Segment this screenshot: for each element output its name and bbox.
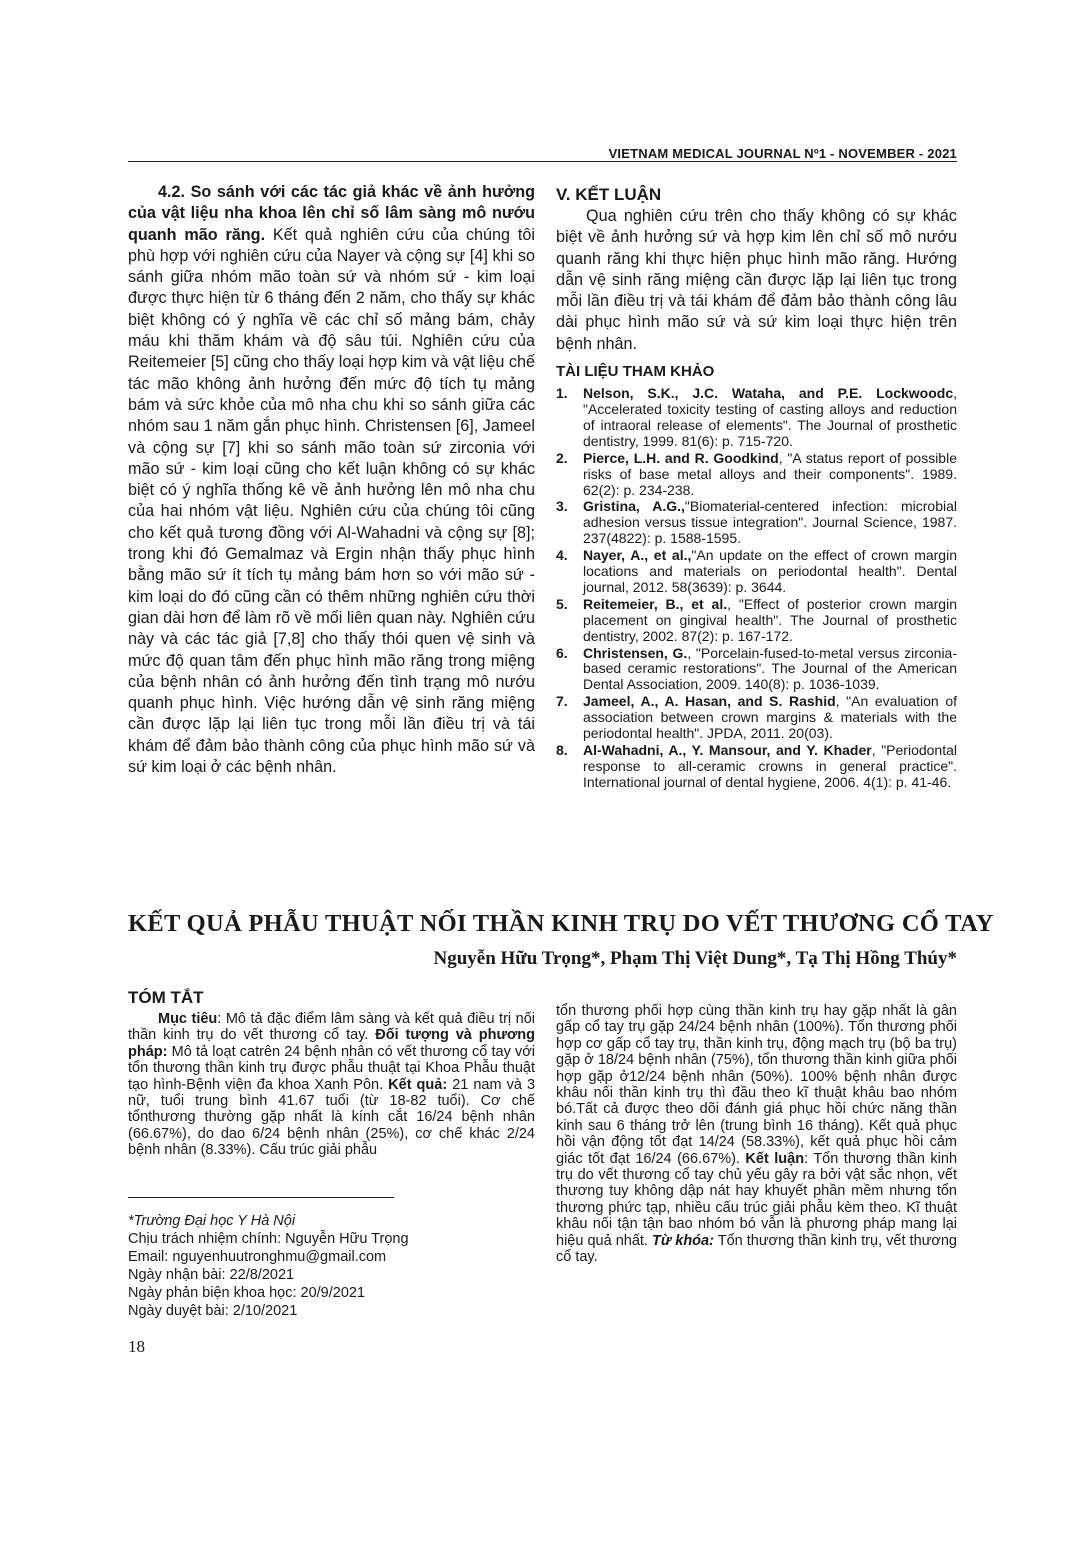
header-rule bbox=[128, 161, 957, 162]
references-heading: TÀI LIỆU THAM KHẢO bbox=[556, 363, 715, 381]
footnote-rule bbox=[128, 1197, 394, 1198]
reference-item: 1. Nelson, S.K., J.C. Wataha, and P.E. Lockwoodc, "Accelerated toxicity testing of casting alloys and reduction of intraoral release of elements". The Journal of prosthetic dentistry, 1999. 81(6): p. 715-720. bbox=[556, 385, 957, 449]
reference-item: 4. Nayer, A., et al.,"An update on the effect of crown margin locations and materials on periodontal health". Dental journal, 2012. 58(3639): p. 3644. bbox=[556, 547, 957, 595]
reference-list bbox=[556, 386, 957, 791]
footnote-affiliation: *Trường Đại học Y Hà Nội bbox=[128, 1213, 296, 1229]
reference-item: 6. Christensen, G., "Porcelain-fused-to-metal versus zirconia-based ceramic restorations". The Journal of the American Dental Association, 2009. 140(8): p. 1036-1039. bbox=[556, 644, 957, 693]
footnote-accepted: Ngày duyệt bài: 2/10/2021 bbox=[128, 1303, 298, 1319]
page-number: 18 bbox=[128, 1337, 145, 1356]
reference-item: 7. Jameel, A., A. Hasan, and S. Rashid, "An evaluation of association between crown margins & materials with the periodontal health". JPDA, 2011. 20(03). bbox=[556, 693, 958, 742]
journal-header: VIETNAM MEDICAL JOURNAL Nº1 - NOVEMBER - 2021 bbox=[608, 146, 957, 161]
footnote-received: Ngày nhận bài: 22/8/2021 bbox=[128, 1267, 295, 1283]
abstract-text-continued: tổn thương phối hợp cùng thần kinh trụ hay gặp nhất là gân gấp cổ tay trụ gặp 24/24 bệnh nhân (100%). Tổn thương phối hợp cơ gấp cổ tay trụ, thần kinh trụ, động mạch trụ (bộ ba trụ) gặp ở 18/24 bệnh nhân (75%), tổn thương thần kinh giữa phối hợp gặp ở12/24 bệnh nhân (50%). 100% bệnh nhân được khâu nối thần kinh trụ thì đầu theo kĩ thuật khâu bao nhóm bó.Tất cả được theo dõi đánh giá phục hồi chức năng thần kinh sau 6 tháng trở lên (trung bình 16 tháng). Kết quả phục hồi vận động tốt đạt 14/24 (58.33%), kết quả phục hồi cảm giác tốt đạt 16/24 (66.67%). Kết luận: Tổn thương thần kinh trụ do vết thương cổ tay chủ yếu gây ra bởi vật sắc nhọn, vết thương tuy không dập nát hay khuyết phần mềm nhưng tổn thương phức tạp, nhiều cấu trúc giải phẫu kèm theo. Kĩ thuật khâu nối tận tận bao nhóm bó vẫn là phương pháp mang lại hiệu quả nhất. Từ khóa: Tổn thương thần kinh trụ, vết thương cổ tay. bbox=[556, 1003, 958, 1266]
article-authors: Nguyễn Hữu Trọng*, Phạm Thị Việt Dung*, Tạ Thị Hồng Thúy* bbox=[433, 948, 957, 969]
discussion-paragraph bbox=[128, 182, 535, 778]
label-methods: Đối tượng và phương pháp: bbox=[128, 1027, 535, 1060]
footnote-responsible: Chịu trách nhiệm chính: Nguyễn Hữu Trọng bbox=[128, 1231, 409, 1247]
footnotes bbox=[128, 1212, 535, 1320]
conclusion-heading: V. KẾT LUẬN bbox=[556, 185, 662, 204]
reference-item: 3. Gristina, A.G.,"Biomaterial-centered infection: microbial adhesion versus tissue integration". Journal Science, 1987. 237(4822): p. 1588-1595. bbox=[556, 498, 957, 547]
reference-item: 8. Al-Wahadni, A., Y. Mansour, and Y. Khader, "Periodontal response to all-ceramic crowns in general practice". International journal of dental hygiene, 2006. 4(1): p. 41-46. bbox=[556, 742, 957, 790]
label-conclusion: Kết luận bbox=[745, 1150, 805, 1167]
reference-item: 5. Reitemeier, B., et al., "Effect of posterior crown margin placement on gingival health". The Journal of prosthetic dentistry, 2002. 87(2): p. 167-172. bbox=[556, 595, 957, 644]
label-objective: Mục tiêu bbox=[158, 1011, 218, 1027]
article-title: KẾT QUẢ PHẪU THUẬT NỐI THẦN KINH TRỤ DO VẾT THƯƠNG CỔ TAY bbox=[128, 910, 994, 937]
discussion-text: Kết quả nghiên cứu của chúng tôi phù hợp với nghiên cứu của Nayer và cộng sự [4] khi so sánh giữa nhóm mão toàn sứ và nhóm sứ - kim loại được thực hiện từ 6 tháng đến 2 năm, cho thấy sự khác biệt không có ý nghĩa về các chỉ số mảng bám, chảy máu khi thăm khám và độ sâu túi. Nghiên cứu của Reitemeier [5] cũng cho thấy loại hợp kim và vật liệu chế tác mão không ảnh hưởng đến mức độ tích tụ mảng bám và sức khỏe của mô nha chu khi so sánh giữa các nhóm sau 1 năm gắn phục hình. Christensen [6], Jameel và cộng sự [7] khi so sánh mão toàn sứ zirconia với mão sứ - kim loại cũng cho kết luận không có sự khác biệt có ý nghĩa thống kê về ảnh hưởng lên mô nha chu của hai nhóm vật liệu. Nghiên cứu của chúng tôi cũng cho kết quả tương đồng với Al-Wahadni và cộng sự [8]; trong khi đó Gemalmaz và Ergin nhận thấy phục hình bằng mão sứ ít tích tụ mảng bám hơn so với mão sứ - kim loại do đó cũng cần có thêm những nghiên cứu thời gian dài hơn để làm rõ về mối liên quan này. Nghiên cứu này và các tác giả [7,8] cho thấy thói quen vệ sinh và mức độ quan tâm đến phục hình mão răng trong miệng của bệnh nhân có ảnh hưởng đến tình trạng mô nướu quanh phục hình. Việc hướng dẫn vệ sinh răng miệng cần được lặp lại liên tục trong mỗi lần điều trị và tái khám để đảm bảo thành công của phục hình mão sứ và sứ kim loại ở các bệnh nhân. bbox=[128, 225, 535, 777]
abstract-right-column bbox=[556, 1003, 957, 1266]
abstract-left-column bbox=[128, 988, 535, 1159]
reference-item: 2. Pierce, L.H. and R. Goodkind, "A status report of possible risks of base metal alloys and their components". 1989. 62(2): p. 234-238. bbox=[556, 449, 957, 498]
footnote-email: Email: nguyenhuutronghmu@gmail.com bbox=[128, 1249, 387, 1265]
left-column bbox=[128, 182, 535, 778]
abstract-heading: TÓM TẮT bbox=[128, 988, 204, 1007]
right-column bbox=[556, 184, 957, 792]
label-results: Kết quả: bbox=[388, 1076, 448, 1093]
subsection-title: 4.2. So sánh với các tác giả khác về ảnh hưởng của vật liệu nha khoa lên chỉ số lâm sàng mô nướu quanh mão răng. bbox=[128, 183, 535, 244]
conclusion-text: Qua nghiên cứu trên cho thấy không có sự khác biệt về ảnh hưởng sứ và hợp kim lên chỉ số mô nướu quanh răng khi thực hiện phục hình mão răng. Hướng dẫn vệ sinh răng miệng cần được lặp lại liên tục trong mỗi lần điều trị và tái khám để đảm bảo thành công lâu dài phục hình mão sứ và sứ kim loại thực hiện trên bệnh nhân. bbox=[556, 207, 957, 353]
label-keywords: Từ khóa: bbox=[652, 1232, 714, 1249]
footnote-reviewed: Ngày phản biện khoa học: 20/9/2021 bbox=[128, 1285, 366, 1301]
abstract-text: Mục tiêu: Mô tả đặc điểm lâm sàng và kết quả điều trị nối thần kinh trụ do vết thương cổ tay. Đối tượng và phương pháp: Mô tả loạt catrên 24 bệnh nhân có vết thương cổ tay với tổn thương thần kinh trụ được phẫu thuật tại Khoa Phẫu thuật tạo hình-Bệnh viện đa khoa Xanh Pôn. Kết quả: 21 nam và 3 nữ, tuổi trung bình 41.67 tuổi (từ 18-82 tuổi). Cơ chế tổnthương thường gặp nhất là kính cắt 16/24 bệnh nhân (66.67%), do dao 6/24 bệnh nhân (25%), cơ chế khác 2/24 bệnh nhân (8.33%). Cấu trúc giải phẫu bbox=[128, 1011, 536, 1159]
